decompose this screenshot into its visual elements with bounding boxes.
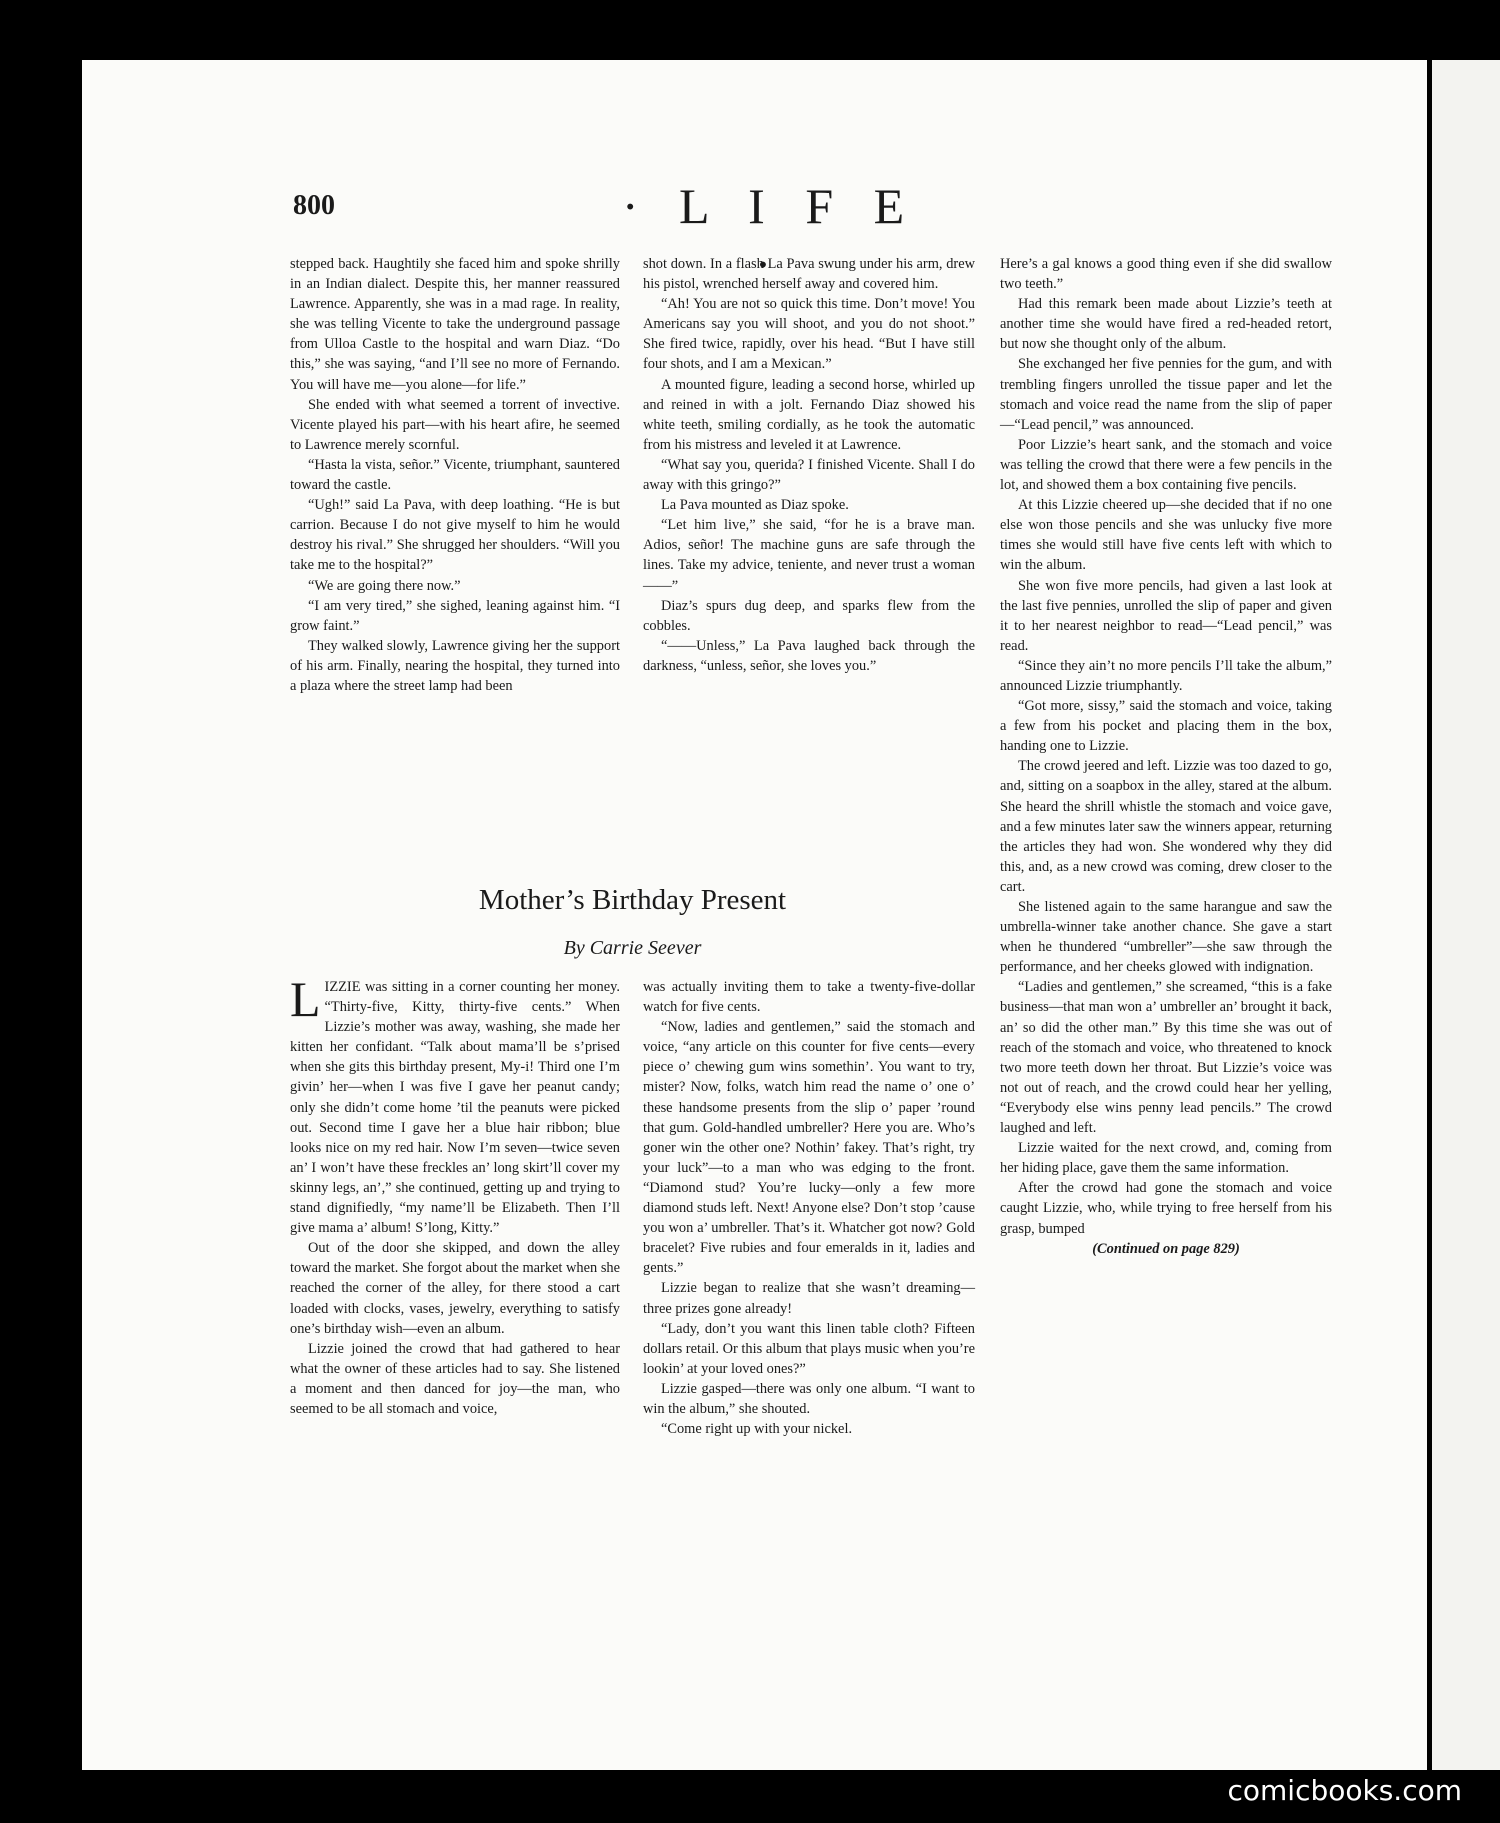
paragraph: She won five more pencils, had given a last look at the last five pennies, unrolled the slip of paper and given it to her nearest neighbor to read—“Lead pencil,” was read. [1000, 577, 1332, 654]
masthead: · L I F E · [621, 178, 919, 292]
paragraph: “Hasta la vista, señor.” Vicente, triumphant, sauntered toward the castle. [290, 456, 620, 494]
paragraph: “What say you, querida? I finished Vicente. Shall I do away with this gringo?” [643, 456, 975, 494]
paragraph: “Come right up with your nickel. [661, 1421, 853, 1438]
column-1-bottom [290, 971, 620, 1419]
paragraph: Here’s a gal knows a good thing even if she did swallow two teeth.” [1000, 256, 1332, 293]
paragraph: The crowd jeered and left. Lizzie was too dazed to go, and, sitting on a soapbox in the alley, stared at the album. She heard the shrill whistle the stomach and voice gave, and a few minutes later saw the winners appear, returning the articles they had won. She wondered why they did this, and, as a new crowd was coming, drew closer to the cart. [1000, 758, 1332, 895]
paragraph: “Got more, sissy,” said the stomach and voice, taking a few from his pocket and placing them in the box, handing one to Lizzie. [1000, 698, 1332, 755]
drop-cap: L [290, 971, 321, 1027]
paragraph: She ended with what seemed a torrent of invective. Vicente played his part—with his heart afire, he seemed to Lawrence merely scornful. [290, 396, 620, 453]
paragraph: was actually inviting them to take a twenty-five-dollar watch for five cents. [643, 979, 975, 1016]
paragraph: “——Unless,” La Pava laughed back through the darkness, “unless, señor, she loves you.” [643, 637, 975, 674]
paragraph: “Now, ladies and gentlemen,” said the stomach and voice, “any article on this counter for five cents—every piece o’ chewing gum wins somethin’. You want to try, mister? Now, folks, watch him read the name o’ one o’ these handsome presents from the slip o’ paper ’round that gum. Gold-handled umbreller? Here you are. Who’s goner win the other one? Nothin’ fakey. That’s right, try your luck”—to a man who was edging to the front. “Diamond stud? You’re lucky—only a few more diamond studs left. Next! Anyone else? Don’t stop ’cause you won a’ umbreller. That’s it. Whatcher got now? Gold bracelet? Five rubies and four emeralds in it, ladies and gents.” [643, 1019, 975, 1277]
paragraph: Lizzie waited for the next crowd, and, coming from her hiding place, gave them the same information. [1000, 1140, 1332, 1177]
paragraph: stepped back. Haughtily she faced him and spoke shrilly in an Indian dialect. Despite this, her manner reassured Lawrence. Apparently, she was in a mad rage. In reality, she was telling Vicente to take the underground passage from Ulloa Castle to the hospital and warn Diaz. “Do this,” she was saying, “and I’ll see no more of Fernando. You will have me—you alone—for life.” [290, 256, 620, 393]
paragraph: Had this remark been made about Lizzie’s teeth at another time she would have fired a red-headed retort, but now she thought only of the album. [1000, 296, 1332, 353]
column-2-bottom [643, 977, 975, 1439]
paragraph: A mounted figure, leading a second horse, whirled up and reined in with a jolt. Fernando Diaz showed his white teeth, smiling cordially, as he took the automatic from his mistress and leveled it at Lawrence. [643, 376, 975, 453]
paragraph: After the crowd had gone the stomach and voice caught Lizzie, who, while trying to free herself from his grasp, bumped [1000, 1180, 1332, 1237]
site-watermark: comicbooks.com [1217, 1770, 1472, 1811]
paragraph: She exchanged her five pennies for the gum, and with trembling fingers unrolled the tissue paper and let the stomach and voice read the name from the slip of paper—“Lead pencil,” was announced. [1000, 356, 1332, 433]
paragraph: Poor Lizzie’s heart sank, and the stomach and voice was telling the crowd that there were a few pencils in the lot, and showed them a box containing five pencils. [1000, 436, 1332, 494]
paragraph: She listened again to the same harangue and saw the umbrella-winner take another chance. She gave a start when he thundered “umbreller”—she saw through the performance, and her cheeks glowed with indignation. [1000, 899, 1332, 976]
column-3 [1000, 254, 1332, 1259]
facing-page-edge [1432, 60, 1500, 1770]
paragraph: “Ugh!” said La Pava, with deep loathing. “He is but carrion. Because I do not give myself to him he would destroy his rival.” She shrugged her shoulders. “Will you take me to the hospital?” [290, 497, 620, 574]
column-1-top [290, 254, 620, 696]
paragraph: “Ladies and gentlemen,” she screamed, “this is a fake business—that man won a’ umbreller an’ brought it back, an’ so did the other man.” By this time she was out of reach of the stomach and voice, who threatened to knock two more teeth down her throat. But Lizzie’s voice was not out of reach, and the crowd could hear her yelling, “Everybody else wins penny lead pencils.” The crowd laughed and left. [1000, 979, 1332, 1137]
opening-text: IZZIE was sitting in a corner counting her money. “Thirty-five, Kitty, thirty-five cents.” When Lizzie’s mother was away, washing, she made her kitten her confidant. “Talk about mama’ll be s’prised when she gits this birthday present, My-i! Third one I’m givin’ her—when I was five I gave her peanut candy; only she didn’t come home ’til the peanuts were picked out. Second time I gave her a blue hair ribbon; blue looks nice on my red hair. Now I’m seven—twice seven an’ I won’t have these freckles an’ long skirt’ll cover my skinny legs, an’,” she continued, getting up and trying to stand dignifiedly, “my name’ll be Elizabeth. Then I’ll give mama a’ album! S’long, Kitty.” [290, 979, 620, 1237]
paragraph: “Lady, don’t you want this linen table cloth? Fifteen dollars retail. Or this album that plays music when you’re lookin’ at your loved ones?” [643, 1320, 975, 1377]
page-number: 800 [293, 190, 335, 221]
paragraph: La Pava mounted as Diaz spoke. [661, 497, 849, 514]
opening-paragraph [290, 971, 620, 1238]
paragraph: “Since they ain’t no more pencils I’ll take the album,” announced Lizzie triumphantly. [1000, 657, 1332, 694]
continued-notice: (Continued on page 829) [1092, 1240, 1240, 1257]
paragraph: At this Lizzie cheered up—she decided that if no one else won those pencils and she was unlucky five more times she would still have five cents left with which to win the album. [1000, 497, 1332, 574]
story-title: Mother’s Birthday Present [478, 884, 787, 916]
column-2-top [643, 254, 975, 676]
paragraph: Out of the door she skipped, and down the alley toward the market. She forgot about the market when she reached the corner of the alley, for there stood a cart loaded with clocks, vases, jewelry, everything to satisfy one’s birthday wish—even an album. [290, 1240, 620, 1337]
paragraph: “Ah! You are not so quick this time. Don’t move! You Americans say you will shoot, and you do not shoot.” She fired twice, rapidly, over his head. “But I have still four shots, and I am a Mexican.” [643, 296, 975, 373]
paragraph: Diaz’s spurs dug deep, and sparks flew from the cobbles. [643, 597, 975, 634]
paragraph: “We are going there now.” [308, 577, 461, 594]
paragraph: Lizzie gasped—there was only one album. “I want to win the album,” she shouted. [643, 1380, 975, 1417]
paragraph: “Let him live,” she said, “for he is a brave man. Adios, señor! The machine guns are safe through the lines. Take my advice, teniente, and never trust a woman——” [643, 517, 975, 594]
paragraph: Lizzie began to realize that she wasn’t dreaming—three prizes gone already! [643, 1280, 975, 1317]
paragraph: They walked slowly, Lawrence giving her the support of his arm. Finally, nearing the hospital, they turned into a plaza where the street lamp had been [290, 637, 620, 694]
paragraph: shot down. In a flash La Pava swung under his arm, drew his pistol, wrenched herself away and covered him. [643, 256, 975, 293]
story-byline: By Carrie Seever [563, 937, 702, 959]
paragraph: “I am very tired,” she sighed, leaning against him. “I grow faint.” [290, 597, 620, 634]
paragraph: Lizzie joined the crowd that had gathered to hear what the owner of these articles had to say. She listened a moment and then danced for joy—the man, who seemed to be all stomach and voice, [290, 1340, 620, 1417]
